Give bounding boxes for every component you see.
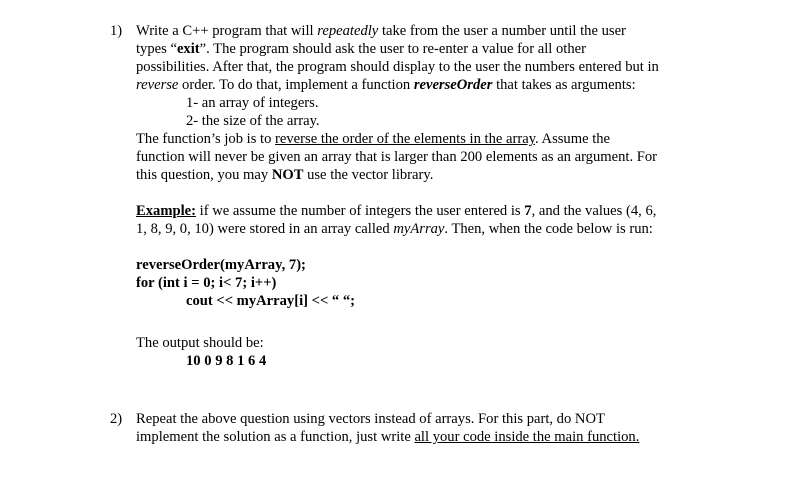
q1-p2-line-2: function will never be given an array that is larger than 200 elements as an argument. For bbox=[136, 149, 658, 165]
example-line-1: Example: if we assume the number of integers the user entered is 7, and the values (4, 6, bbox=[136, 203, 657, 219]
q1-line-4: reverse order. To do that, implement a function reverseOrder that takes as arguments: bbox=[136, 77, 636, 93]
question-1-number: 1) bbox=[110, 23, 123, 39]
argument-1: 1- an array of integers. bbox=[186, 95, 319, 111]
question-2-number: 2) bbox=[110, 411, 123, 427]
code-line-3: cout << myArray[i] << “ “; bbox=[186, 293, 356, 309]
q1-p2-line-3: this question, you may NOT use the vector library. bbox=[136, 167, 434, 183]
argument-2: 2- the size of the array. bbox=[186, 113, 320, 129]
output-label: The output should be: bbox=[136, 335, 264, 351]
code-line-1: reverseOrder(myArray, 7); bbox=[136, 257, 306, 273]
q1-line-3: possibilities. After that, the program should display to the user the numbers entered but in bbox=[136, 59, 659, 75]
example-label: Example: bbox=[136, 203, 196, 219]
q2-line-2: implement the solution as a function, just write all your code inside the main function. bbox=[136, 429, 640, 445]
example-line-2: 1, 8, 9, 0, 10) were stored in an array called myArray. Then, when the code below is run: bbox=[136, 221, 653, 237]
code-line-2: for (int i = 0; i< 7; i++) bbox=[136, 275, 277, 291]
output-value: 10 0 9 8 1 6 4 bbox=[186, 353, 267, 369]
q1-line-2: types “exit”. The program should ask the user to re-enter a value for all other bbox=[136, 41, 586, 57]
q1-line-1: Write a C++ program that will repeatedly take from the user a number until the user bbox=[136, 23, 626, 39]
q2-line-1: Repeat the above question using vectors instead of arrays. For this part, do NOT bbox=[136, 411, 605, 427]
q1-p2-line-1: The function’s job is to reverse the order of the elements in the array. Assume the bbox=[136, 131, 611, 147]
